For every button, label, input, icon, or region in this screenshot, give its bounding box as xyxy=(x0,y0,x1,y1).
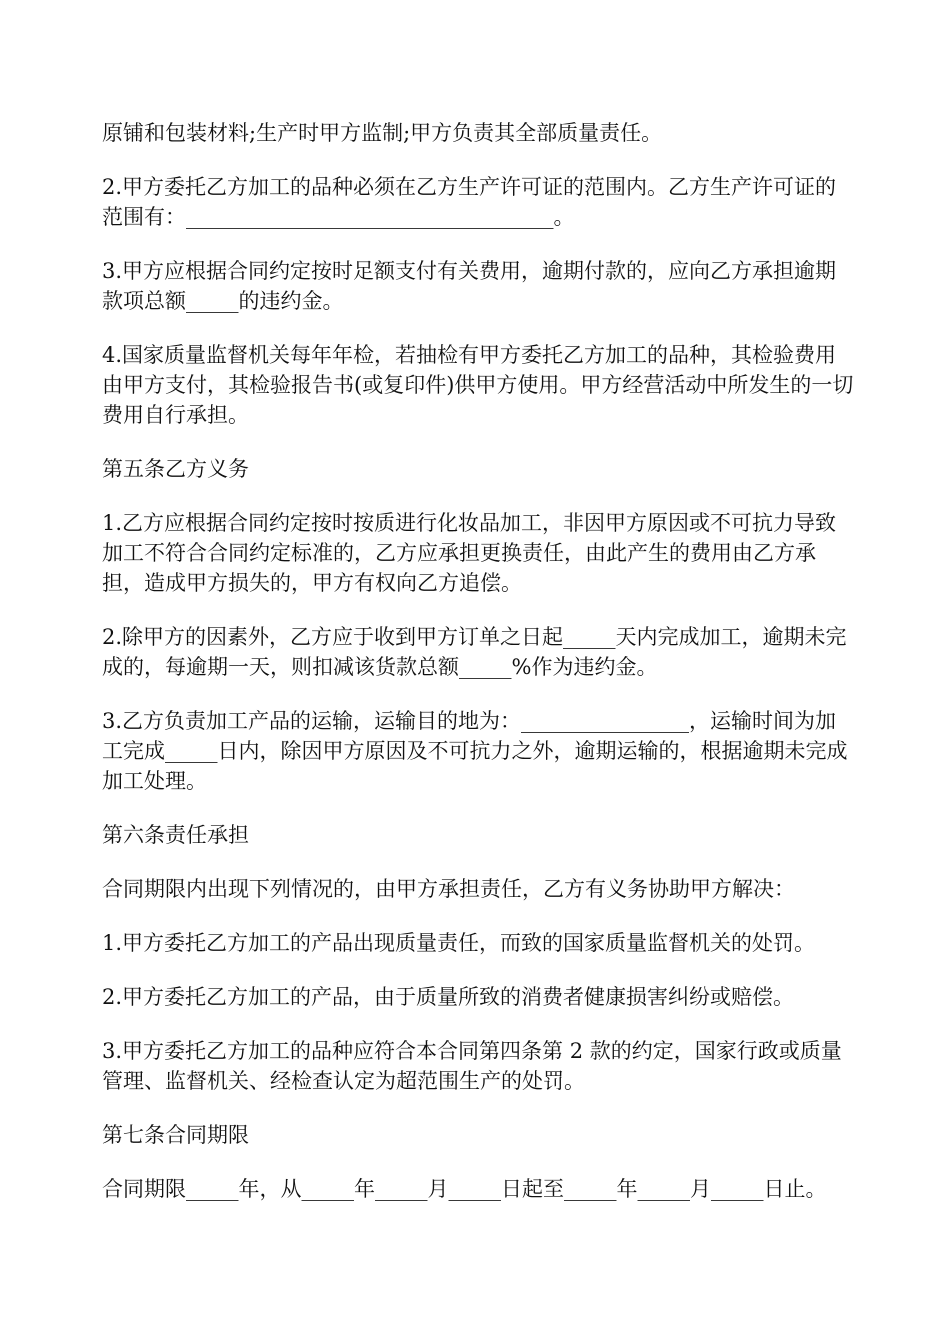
paragraph-clause-4-3: 3.甲方应根据合同约定按时足额支付有关费用，逾期付款的，应向乙方承担逾期款项总额_____的违约金。 xyxy=(102,259,837,313)
paragraph-clause-6-3: 3.甲方委托乙方加工的品种应符合本合同第四条第 2 款的约定，国家行政或质量管理、监督机关、经检查认定为超范围生产的处罚。 xyxy=(102,1039,842,1093)
document-body xyxy=(102,118,854,1228)
paragraph-clause-5-2: 2.除甲方的因素外，乙方应于收到甲方订单之日起_____天内完成加工，逾期未完成的，每逾期一天，则扣减该货款总额_____%作为违约金。 xyxy=(102,625,847,679)
paragraph-clause-6-1: 1.甲方委托乙方加工的产品出现质量责任，而致的国家质量监督机关的处罚。 xyxy=(102,931,816,955)
section-heading-article-6: 第六条责任承担 xyxy=(102,823,249,847)
paragraph-clause-5-3: 3.乙方负责加工产品的运输，运输目的地为：________________，运输时间为加工完成_____日内，除因甲方原因及不可抗力之外，逾期运输的，根据逾期未完成加工处理。 xyxy=(102,709,848,793)
section-heading-article-7: 第七条合同期限 xyxy=(102,1123,249,1147)
section-heading-article-5: 第五条乙方义务 xyxy=(102,457,249,481)
paragraph-materials: 原铺和包装材料;生产时甲方监制;甲方负责其全部质量责任。 xyxy=(102,121,663,145)
paragraph-clause-7-term: 合同期限_____年，从_____年_____月_____日起至_____年_____月_____日止。 xyxy=(102,1177,827,1201)
paragraph-clause-4-2: 2.甲方委托乙方加工的品种必须在乙方生产许可证的范围内。乙方生产许可证的范围有：___________________________________。 xyxy=(102,175,837,229)
paragraph-clause-6-2: 2.甲方委托乙方加工的产品，由于质量所致的消费者健康损害纠纷或赔偿。 xyxy=(102,985,795,1009)
paragraph-clause-6-intro: 合同期限内出现下列情况的，由甲方承担责任，乙方有义务协助甲方解决： xyxy=(102,877,795,901)
paragraph-clause-4-4: 4.国家质量监督机关每年年检，若抽检有甲方委托乙方加工的品种，其检验费用由甲方支付，其检验报告书(或复印件)供甲方使用。甲方经营活动中所发生的一切费用自行承担。 xyxy=(102,343,854,427)
paragraph-clause-5-1: 1.乙方应根据合同约定按时按质进行化妆品加工，非因甲方原因或不可抗力导致加工不符合合同约定标准的，乙方应承担更换责任，由此产生的费用由乙方承担，造成甲方损失的，甲方有权向乙方追偿。 xyxy=(102,511,837,595)
